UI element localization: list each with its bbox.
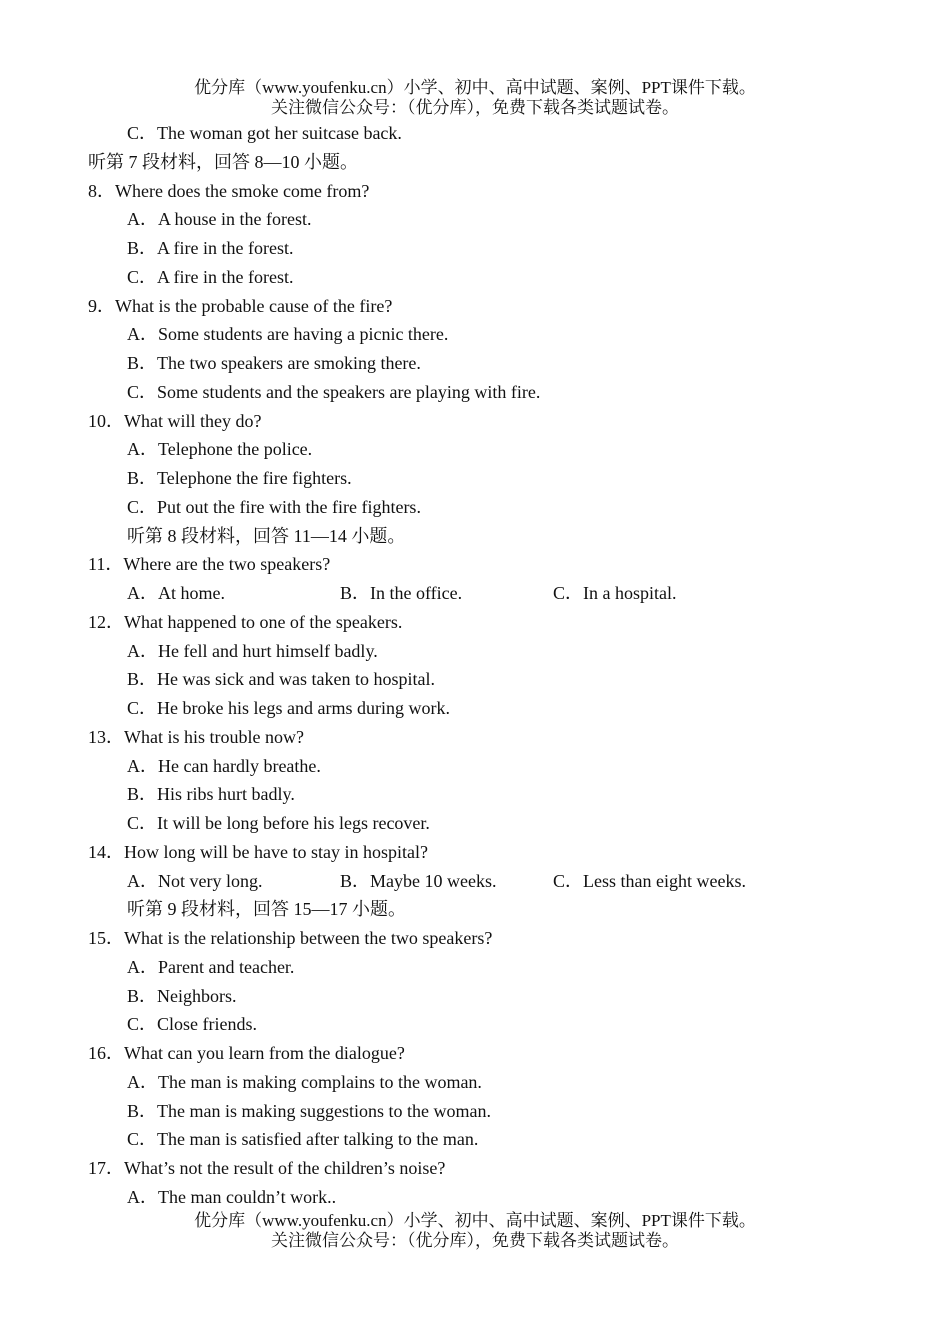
option-line: C．A fire in the forest. <box>127 266 294 287</box>
option-line: C．The woman got her suitcase back. <box>127 123 402 143</box>
footer-line-1: 优分库（www.youfenku.cn）小学、初中、高中试题、案例、PPT课件下载。 <box>194 1211 756 1230</box>
option-line: C．It will be long before his legs recover. <box>127 813 430 833</box>
question-line: 16．What can you learn from the dialogue? <box>88 1043 405 1063</box>
option-line: A．He can hardly breathe. <box>127 755 321 776</box>
option-line: C．The man is satisfied after talking to the man. <box>127 1129 479 1150</box>
question-line: 11．Where are the two speakers? <box>88 554 331 575</box>
section-instruction: 听第 7 段材料，回答 8—10 小题。 <box>88 151 358 172</box>
footer-line-2: 关注微信公众号：（优分库），免费下载各类试题试卷。 <box>271 1231 679 1250</box>
option-line: B．Neighbors. <box>127 985 237 1006</box>
exam-content <box>0 119 950 1212</box>
option-line: B．A fire in the forest. <box>127 238 294 258</box>
option-line: A．The man couldn’t work.. <box>127 1186 337 1207</box>
option-line: A．Telephone the police. <box>127 439 313 460</box>
option-row <box>0 579 950 608</box>
question-line: 8．Where does the smoke come from? <box>88 180 370 201</box>
page-footer <box>0 1211 950 1251</box>
header-line-1: 优分库（www.youfenku.cn）小学、初中、高中试题、案例、PPT课件下载。 <box>194 78 756 97</box>
option-line: B．The man is making suggestions to the woman. <box>127 1100 491 1121</box>
section-instruction: 听第 8 段材料，回答 11—14 小题。 <box>127 525 406 546</box>
option-a: A．At home. <box>127 583 225 603</box>
option-line: C．Put out the fire with the fire fighters. <box>127 496 421 517</box>
question-line: 17．What’s not the result of the children’s noise? <box>88 1158 446 1178</box>
option-line: B．The two speakers are smoking there. <box>127 353 421 373</box>
question-line: 13．What is his trouble now? <box>88 726 304 747</box>
option-line: B．Telephone the fire fighters. <box>127 468 352 488</box>
question-line: 14．How long will be have to stay in hospital? <box>88 841 428 862</box>
question-line: 15．What is the relationship between the two speakers? <box>88 928 493 948</box>
option-line: A．Parent and teacher. <box>127 956 295 977</box>
option-line: C．Close friends. <box>127 1014 257 1035</box>
option-line: A．A house in the forest. <box>127 209 312 230</box>
option-b: B．In the office. <box>340 583 463 603</box>
question-line: 9．What is the probable cause of the fire? <box>88 295 393 316</box>
option-a: A．Not very long. <box>127 870 263 891</box>
option-line: A．Some students are having a picnic there. <box>127 324 449 345</box>
page-header <box>0 78 950 118</box>
section-instruction: 听第 9 段材料，回答 15—17 小题。 <box>127 899 406 920</box>
option-line: A．The man is making complains to the woman. <box>127 1071 482 1092</box>
option-line: A．He fell and hurt himself badly. <box>127 640 378 661</box>
option-row <box>0 867 950 896</box>
option-line: B．His ribs hurt badly. <box>127 784 295 805</box>
question-line: 10．What will they do? <box>88 410 262 431</box>
option-c: C．Less than eight weeks. <box>553 870 746 891</box>
option-c: C．In a hospital. <box>553 583 677 603</box>
option-line: C．He broke his legs and arms during work. <box>127 698 450 718</box>
option-line: B．He was sick and was taken to hospital. <box>127 669 435 690</box>
option-b: B．Maybe 10 weeks. <box>340 870 497 891</box>
header-line-2: 关注微信公众号：（优分库），免费下载各类试题试卷。 <box>271 98 679 117</box>
question-line: 12．What happened to one of the speakers. <box>88 611 403 632</box>
option-line: C．Some students and the speakers are playing with fire. <box>127 381 541 402</box>
